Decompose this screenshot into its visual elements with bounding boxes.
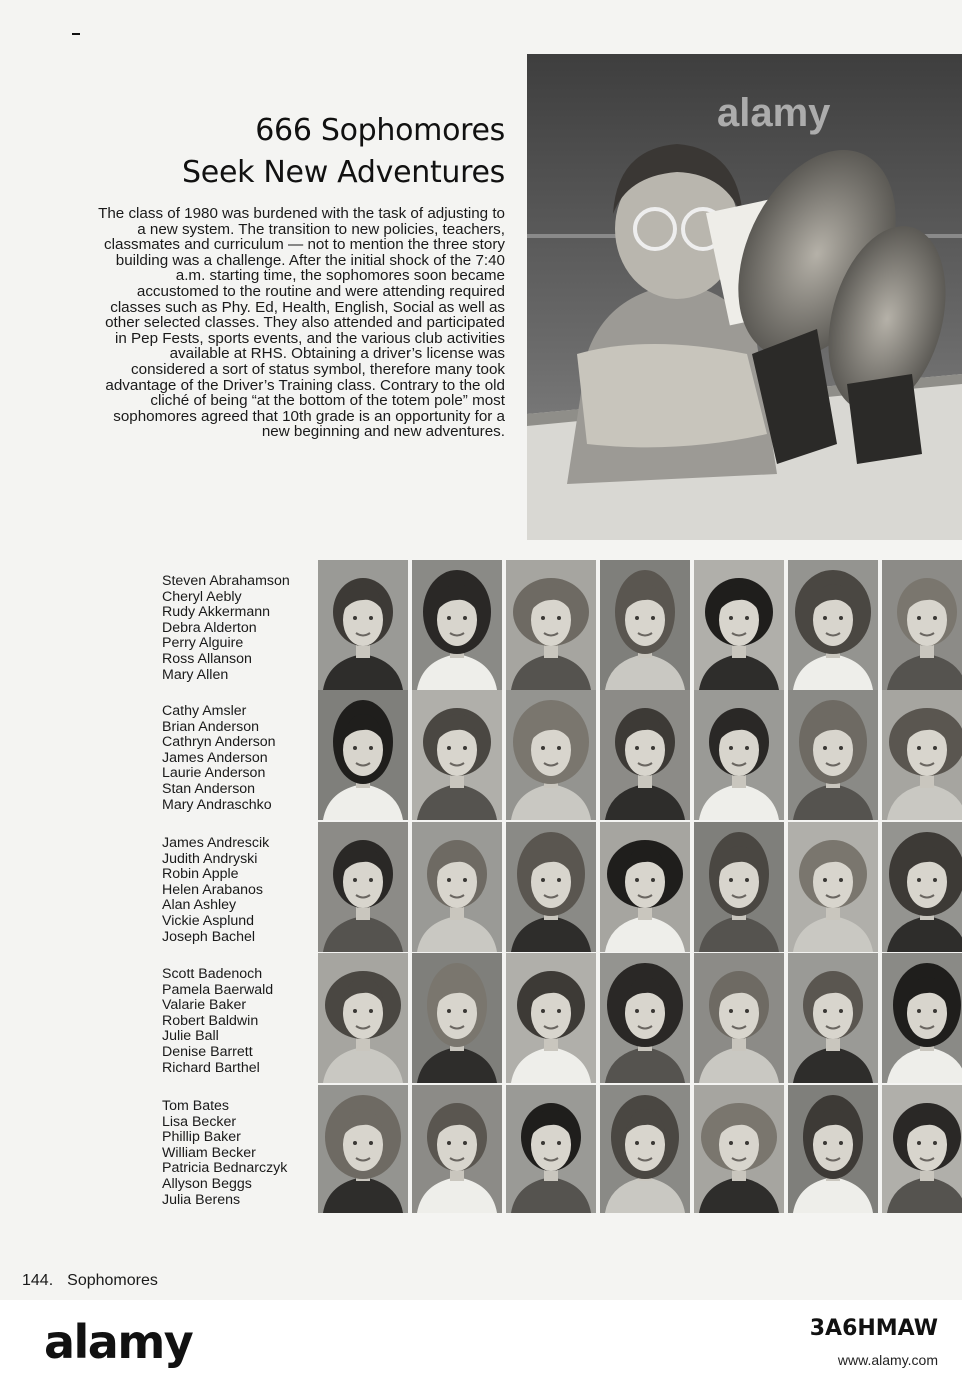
student-portrait (788, 953, 878, 1083)
student-name: Tom Bates (162, 1098, 230, 1114)
student-portrait (600, 690, 690, 820)
student-portrait (506, 1085, 596, 1213)
student-name: Scott Badenoch (162, 966, 263, 982)
headline-line-1: 666 Sophomores (255, 113, 505, 148)
student-name: Cheryl Aebly (162, 588, 242, 605)
portrait-strip (318, 690, 962, 820)
student-portrait (506, 953, 596, 1083)
student-portrait (788, 690, 878, 820)
student-portrait (694, 690, 784, 820)
student-portrait (412, 822, 502, 952)
student-name: Perry Alguire (162, 635, 244, 652)
student-name: Cathy Amsler (162, 703, 247, 719)
student-portrait (882, 822, 962, 952)
student-name: Vickie Asplund (162, 912, 255, 929)
student-name: Lisa Becker (162, 1113, 237, 1130)
page-mark (72, 33, 80, 35)
student-portrait (412, 560, 502, 690)
student-portrait (694, 822, 784, 952)
student-name: Debra Alderton (162, 619, 257, 636)
student-name: Julia Berens (162, 1191, 241, 1208)
student-name: Brian Anderson (162, 718, 260, 735)
student-portrait (600, 822, 690, 952)
student-name: Rudy Akkermann (162, 604, 271, 621)
student-name: Phillip Baker (162, 1129, 241, 1146)
stock-banner (0, 1300, 962, 1390)
student-portrait (600, 1085, 690, 1213)
portrait-strip (318, 1085, 962, 1213)
student-name: Alan Ashley (162, 897, 237, 914)
student-portrait (600, 560, 690, 690)
student-portrait (318, 953, 408, 1083)
portrait-strip (318, 953, 962, 1083)
student-portrait (318, 560, 408, 690)
student-portrait (882, 690, 962, 820)
student-portrait (412, 690, 502, 820)
page-footer (22, 1272, 158, 1290)
student-portrait (318, 1085, 408, 1213)
student-name: Julie Ball (162, 1028, 219, 1045)
student-portrait (882, 953, 962, 1083)
student-name: Robert Baldwin (162, 1012, 259, 1029)
image-id: 3A6HMAW (809, 1316, 938, 1341)
student-name: Robin Apple (162, 866, 239, 883)
student-name: Laurie Anderson (162, 765, 266, 782)
student-name: Stan Anderson (162, 780, 256, 797)
student-portrait (882, 560, 962, 690)
student-name: Joseph Bachel (162, 928, 256, 945)
student-portrait (600, 953, 690, 1083)
student-name: James Anderson (162, 749, 268, 766)
student-portrait (788, 560, 878, 690)
student-row-5 (0, 1085, 962, 1213)
student-name-list (162, 704, 276, 813)
student-name: Mary Andraschko (162, 796, 272, 813)
student-row-3 (0, 822, 962, 952)
student-name: Valarie Baker (162, 997, 247, 1014)
student-row-2 (0, 690, 962, 820)
student-name: Pamela Baerwald (162, 981, 274, 998)
student-name-list (162, 836, 269, 945)
page-number: 144. (22, 1272, 54, 1289)
student-portrait (694, 560, 784, 690)
student-name: William Becker (162, 1144, 256, 1161)
hero-watermark: alamy (717, 91, 831, 135)
banner-url: www.alamy.com (837, 1352, 938, 1368)
student-portrait (318, 690, 408, 820)
portrait-strip (318, 822, 962, 952)
student-portrait (506, 822, 596, 952)
student-portrait (694, 1085, 784, 1213)
student-row-1 (0, 560, 962, 690)
student-name: Cathryn Anderson (162, 734, 276, 751)
student-portrait (882, 1085, 962, 1213)
portrait-strip (318, 560, 962, 690)
headline (182, 110, 505, 194)
student-name-list (162, 574, 290, 683)
student-name-list (162, 967, 273, 1076)
student-portrait (788, 1085, 878, 1213)
student-name: Allyson Beggs (162, 1175, 252, 1192)
student-name: Richard Barthel (162, 1059, 260, 1076)
student-name: Patricia Bednarczyk (162, 1160, 288, 1177)
student-name: Mary Allen (162, 666, 229, 683)
student-portrait (694, 953, 784, 1083)
student-portrait (318, 822, 408, 952)
student-portrait (506, 690, 596, 820)
student-name: James Andrescik (162, 835, 270, 851)
headline-line-2: Seek New Adventures (182, 155, 505, 190)
alamy-logo: alamy (44, 1315, 193, 1369)
intro-paragraph: The class of 1980 was burdened with the task of adjusting to a new system. The transition to new policies, teachers, classmates and curriculum — not to mention the three story building was a challenge. After the initial shock of the 7:40 a.m. starting time, the sophomores soon became accustomed to the routine and were attending required classes such as Phy. Ed, Health, English, Social as well as other selected classes. They also attended and participated in Pep Fests, sports events, and the various club activities available at RHS. Obtaining a driver’s license was considered a sort of status symbol, therefore many took advantage of the Driver’s Training class. Contrary to the old cliché of being “at the bottom of the totem pole” most sophomores agreed that 10th grade is an opportunity for a new beginning and new adventures. (98, 205, 505, 441)
student-portrait (412, 1085, 502, 1213)
student-name: Ross Allanson (162, 650, 252, 667)
student-row-4 (0, 953, 962, 1083)
student-portrait (788, 822, 878, 952)
student-portrait (412, 953, 502, 1083)
student-portrait (506, 560, 596, 690)
student-name-list (162, 1099, 287, 1208)
student-name: Denise Barrett (162, 1043, 253, 1060)
student-name: Steven Abrahamson (162, 573, 290, 589)
section-name: Sophomores (67, 1272, 158, 1289)
student-name: Judith Andryski (162, 850, 258, 867)
hero-photo (527, 54, 962, 540)
student-name: Helen Arabanos (162, 881, 263, 898)
